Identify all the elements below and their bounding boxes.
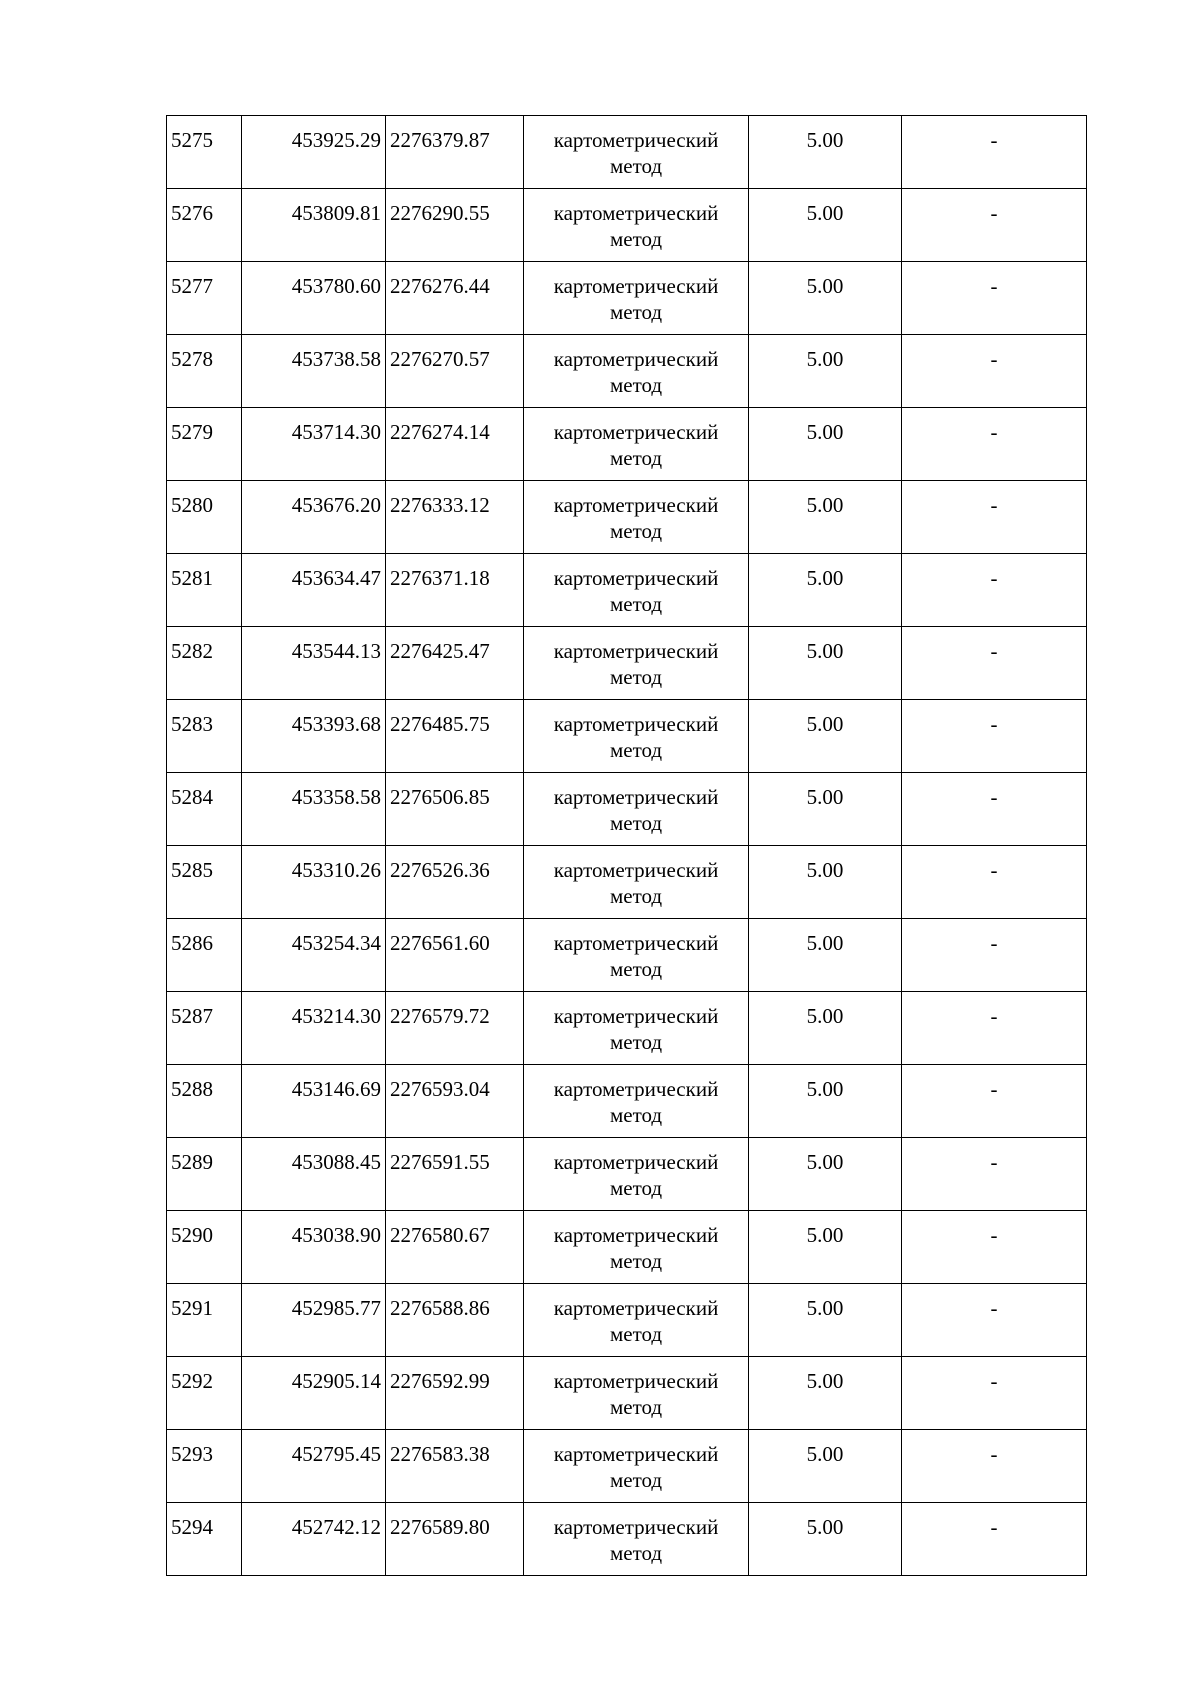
- description-cell: -: [902, 700, 1087, 773]
- accuracy-cell: 5.00: [749, 1138, 902, 1211]
- accuracy-cell: 5.00: [749, 700, 902, 773]
- y-coordinate-cell: 2276379.87: [386, 116, 524, 189]
- point-number-cell: 5290: [167, 1211, 242, 1284]
- y-coordinate-cell: 2276276.44: [386, 262, 524, 335]
- point-number-cell: 5289: [167, 1138, 242, 1211]
- y-coordinate-cell: 2276506.85: [386, 773, 524, 846]
- description-cell: -: [902, 554, 1087, 627]
- x-coordinate-cell: 453714.30: [242, 408, 386, 481]
- description-cell: -: [902, 627, 1087, 700]
- accuracy-cell: 5.00: [749, 262, 902, 335]
- x-coordinate-cell: 452985.77: [242, 1284, 386, 1357]
- y-coordinate-cell: 2276591.55: [386, 1138, 524, 1211]
- point-number-cell: 5293: [167, 1430, 242, 1503]
- accuracy-cell: 5.00: [749, 627, 902, 700]
- y-coordinate-cell: 2276290.55: [386, 189, 524, 262]
- accuracy-cell: 5.00: [749, 554, 902, 627]
- y-coordinate-cell: 2276526.36: [386, 846, 524, 919]
- accuracy-cell: 5.00: [749, 1357, 902, 1430]
- y-coordinate-cell: 2276579.72: [386, 992, 524, 1065]
- method-cell: картометрический метод: [524, 1503, 749, 1576]
- accuracy-cell: 5.00: [749, 1430, 902, 1503]
- method-cell: картометрический метод: [524, 1138, 749, 1211]
- accuracy-cell: 5.00: [749, 189, 902, 262]
- method-cell: картометрический метод: [524, 116, 749, 189]
- table-row: [167, 116, 1087, 189]
- table-row: [167, 992, 1087, 1065]
- method-cell: картометрический метод: [524, 627, 749, 700]
- description-cell: -: [902, 1065, 1087, 1138]
- x-coordinate-cell: 453310.26: [242, 846, 386, 919]
- description-cell: -: [902, 773, 1087, 846]
- accuracy-cell: 5.00: [749, 1211, 902, 1284]
- table-row: [167, 1503, 1087, 1576]
- accuracy-cell: 5.00: [749, 408, 902, 481]
- description-cell: -: [902, 846, 1087, 919]
- x-coordinate-cell: 453088.45: [242, 1138, 386, 1211]
- table-row: [167, 846, 1087, 919]
- coordinates-table-body: [167, 116, 1087, 1576]
- x-coordinate-cell: 453254.34: [242, 919, 386, 992]
- x-coordinate-cell: 453780.60: [242, 262, 386, 335]
- accuracy-cell: 5.00: [749, 773, 902, 846]
- method-cell: картометрический метод: [524, 335, 749, 408]
- method-cell: картометрический метод: [524, 1065, 749, 1138]
- description-cell: -: [902, 1284, 1087, 1357]
- x-coordinate-cell: 452905.14: [242, 1357, 386, 1430]
- accuracy-cell: 5.00: [749, 335, 902, 408]
- y-coordinate-cell: 2276333.12: [386, 481, 524, 554]
- description-cell: -: [902, 992, 1087, 1065]
- point-number-cell: 5277: [167, 262, 242, 335]
- point-number-cell: 5278: [167, 335, 242, 408]
- point-number-cell: 5284: [167, 773, 242, 846]
- x-coordinate-cell: 453146.69: [242, 1065, 386, 1138]
- table-row: [167, 481, 1087, 554]
- y-coordinate-cell: 2276592.99: [386, 1357, 524, 1430]
- point-number-cell: 5287: [167, 992, 242, 1065]
- description-cell: -: [902, 408, 1087, 481]
- accuracy-cell: 5.00: [749, 481, 902, 554]
- y-coordinate-cell: 2276270.57: [386, 335, 524, 408]
- y-coordinate-cell: 2276588.86: [386, 1284, 524, 1357]
- y-coordinate-cell: 2276593.04: [386, 1065, 524, 1138]
- method-cell: картометрический метод: [524, 1211, 749, 1284]
- x-coordinate-cell: 453038.90: [242, 1211, 386, 1284]
- x-coordinate-cell: 453809.81: [242, 189, 386, 262]
- method-cell: картометрический метод: [524, 262, 749, 335]
- accuracy-cell: 5.00: [749, 116, 902, 189]
- point-number-cell: 5276: [167, 189, 242, 262]
- y-coordinate-cell: 2276274.14: [386, 408, 524, 481]
- description-cell: -: [902, 1357, 1087, 1430]
- accuracy-cell: 5.00: [749, 1284, 902, 1357]
- x-coordinate-cell: 453634.47: [242, 554, 386, 627]
- point-number-cell: 5288: [167, 1065, 242, 1138]
- method-cell: картометрический метод: [524, 481, 749, 554]
- table-row: [167, 335, 1087, 408]
- table-row: [167, 627, 1087, 700]
- table-row: [167, 773, 1087, 846]
- description-cell: -: [902, 481, 1087, 554]
- x-coordinate-cell: 452795.45: [242, 1430, 386, 1503]
- method-cell: картометрический метод: [524, 1430, 749, 1503]
- method-cell: картометрический метод: [524, 846, 749, 919]
- table-row: [167, 1357, 1087, 1430]
- method-cell: картометрический метод: [524, 554, 749, 627]
- method-cell: картометрический метод: [524, 919, 749, 992]
- description-cell: -: [902, 1430, 1087, 1503]
- point-number-cell: 5280: [167, 481, 242, 554]
- point-number-cell: 5286: [167, 919, 242, 992]
- x-coordinate-cell: 452742.12: [242, 1503, 386, 1576]
- y-coordinate-cell: 2276589.80: [386, 1503, 524, 1576]
- y-coordinate-cell: 2276561.60: [386, 919, 524, 992]
- table-row: [167, 1065, 1087, 1138]
- table-row: [167, 554, 1087, 627]
- point-number-cell: 5285: [167, 846, 242, 919]
- x-coordinate-cell: 453738.58: [242, 335, 386, 408]
- point-number-cell: 5279: [167, 408, 242, 481]
- table-row: [167, 700, 1087, 773]
- x-coordinate-cell: 453676.20: [242, 481, 386, 554]
- method-cell: картометрический метод: [524, 992, 749, 1065]
- description-cell: -: [902, 1138, 1087, 1211]
- accuracy-cell: 5.00: [749, 1065, 902, 1138]
- coordinates-table: [166, 115, 1087, 1576]
- table-row: [167, 1430, 1087, 1503]
- description-cell: -: [902, 335, 1087, 408]
- description-cell: -: [902, 1211, 1087, 1284]
- x-coordinate-cell: 453393.68: [242, 700, 386, 773]
- table-row: [167, 262, 1087, 335]
- point-number-cell: 5282: [167, 627, 242, 700]
- x-coordinate-cell: 453214.30: [242, 992, 386, 1065]
- description-cell: -: [902, 1503, 1087, 1576]
- accuracy-cell: 5.00: [749, 992, 902, 1065]
- x-coordinate-cell: 453358.58: [242, 773, 386, 846]
- description-cell: -: [902, 919, 1087, 992]
- description-cell: -: [902, 262, 1087, 335]
- method-cell: картометрический метод: [524, 189, 749, 262]
- table-row: [167, 189, 1087, 262]
- table-row: [167, 1284, 1087, 1357]
- y-coordinate-cell: 2276583.38: [386, 1430, 524, 1503]
- point-number-cell: 5294: [167, 1503, 242, 1576]
- point-number-cell: 5283: [167, 700, 242, 773]
- point-number-cell: 5275: [167, 116, 242, 189]
- method-cell: картометрический метод: [524, 700, 749, 773]
- point-number-cell: 5292: [167, 1357, 242, 1430]
- table-row: [167, 919, 1087, 992]
- method-cell: картометрический метод: [524, 773, 749, 846]
- x-coordinate-cell: 453544.13: [242, 627, 386, 700]
- accuracy-cell: 5.00: [749, 1503, 902, 1576]
- method-cell: картометрический метод: [524, 1357, 749, 1430]
- table-row: [167, 1211, 1087, 1284]
- y-coordinate-cell: 2276425.47: [386, 627, 524, 700]
- accuracy-cell: 5.00: [749, 919, 902, 992]
- description-cell: -: [902, 189, 1087, 262]
- description-cell: -: [902, 116, 1087, 189]
- table-row: [167, 1138, 1087, 1211]
- table-row: [167, 408, 1087, 481]
- point-number-cell: 5291: [167, 1284, 242, 1357]
- point-number-cell: 5281: [167, 554, 242, 627]
- y-coordinate-cell: 2276485.75: [386, 700, 524, 773]
- method-cell: картометрический метод: [524, 408, 749, 481]
- method-cell: картометрический метод: [524, 1284, 749, 1357]
- accuracy-cell: 5.00: [749, 846, 902, 919]
- y-coordinate-cell: 2276580.67: [386, 1211, 524, 1284]
- x-coordinate-cell: 453925.29: [242, 116, 386, 189]
- y-coordinate-cell: 2276371.18: [386, 554, 524, 627]
